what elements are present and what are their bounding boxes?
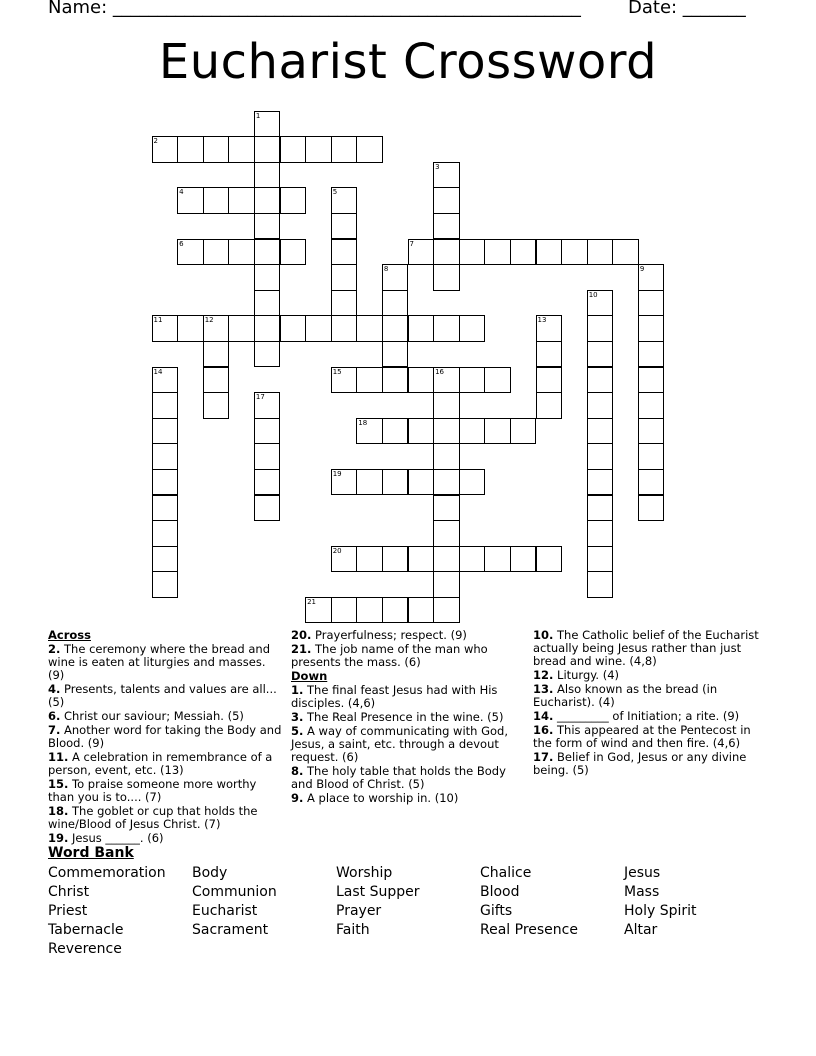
word-bank-word: Sacrament <box>192 922 269 938</box>
grid-cell[interactable] <box>280 187 307 214</box>
page-title: Eucharist Crossword <box>158 34 658 90</box>
grid-cell[interactable] <box>254 264 281 291</box>
grid-cell[interactable] <box>254 469 281 496</box>
clue-number: 15 <box>332 367 342 376</box>
clues-column-3 <box>533 629 769 778</box>
grid-cell[interactable] <box>587 315 614 342</box>
clue-number: 2 <box>153 137 158 146</box>
grid-cell[interactable] <box>638 418 665 445</box>
grid-cell[interactable] <box>254 443 281 470</box>
grid-cell[interactable] <box>433 315 460 342</box>
grid-cell[interactable] <box>484 367 511 394</box>
grid-cell[interactable] <box>587 443 614 470</box>
grid-cell[interactable] <box>382 315 409 342</box>
word-bank-word: Holy Spirit <box>624 903 697 919</box>
word-bank-word: Reverence <box>48 941 122 957</box>
clue-number: 1 <box>255 111 261 120</box>
clue-number: 3 <box>435 162 440 171</box>
grid-cell[interactable] <box>587 495 614 522</box>
clue-number: 14 <box>153 367 163 376</box>
word-bank-word: Body <box>192 865 228 881</box>
grid-cell[interactable] <box>331 290 358 317</box>
clue-across-15: 15. To praise someone more worthy than you is to.... (7) <box>48 777 257 804</box>
grid-cell[interactable] <box>177 136 204 163</box>
word-bank-word: Chalice <box>480 865 532 881</box>
grid-cell[interactable] <box>331 213 358 240</box>
grid-cell[interactable] <box>638 495 665 522</box>
grid-cell[interactable] <box>433 571 460 598</box>
clue-down-14: 14. _________ of Initiation; a rite. (9) <box>533 709 740 723</box>
word-bank-word: Real Presence <box>480 922 578 938</box>
grid-cell[interactable] <box>484 546 511 573</box>
grid-cell[interactable] <box>228 187 255 214</box>
clue-number: 7 <box>409 239 414 248</box>
grid-cell[interactable] <box>433 392 460 419</box>
grid-cell[interactable] <box>433 597 460 624</box>
grid-cell[interactable] <box>587 367 614 394</box>
grid-cell[interactable] <box>408 546 435 573</box>
clue-down-1: 1. The final feast Jesus had with His disciples. (4,6) <box>291 683 498 710</box>
grid-cell[interactable] <box>280 239 307 266</box>
grid-cell[interactable] <box>152 392 179 419</box>
grid-cell[interactable] <box>152 443 179 470</box>
grid-cell[interactable] <box>382 469 409 496</box>
clue-down-5: 5. A way of communicating with God, Jesus, a saint, etc. through a devout request. (6) <box>291 724 509 764</box>
clues-column-1 <box>48 629 284 846</box>
grid-cell[interactable] <box>356 546 383 573</box>
grid-cell[interactable] <box>203 187 230 214</box>
grid-cell[interactable] <box>561 239 588 266</box>
word-bank-word: Faith <box>336 922 370 938</box>
clue-number: 16 <box>435 367 445 376</box>
grid-cell[interactable] <box>152 546 179 573</box>
grid-cell[interactable] <box>638 290 665 317</box>
clue-down-10: 10. The Catholic belief of the Eucharist actually being Jesus rather than just bread and wine. (4,8) <box>533 628 759 668</box>
grid-cell[interactable] <box>203 341 230 368</box>
grid-cell[interactable] <box>382 367 409 394</box>
grid-cell[interactable] <box>484 239 511 266</box>
word-bank-word: Gifts <box>480 903 513 919</box>
word-bank-word: Communion <box>192 884 277 900</box>
grid-cell[interactable] <box>331 597 358 624</box>
grid-cell[interactable] <box>331 264 358 291</box>
word-bank-word: Blood <box>480 884 520 900</box>
grid-cell[interactable] <box>203 239 230 266</box>
grid-cell[interactable] <box>587 418 614 445</box>
grid-cell[interactable] <box>203 392 230 419</box>
grid-cell[interactable] <box>254 162 281 189</box>
grid-cell[interactable] <box>459 546 486 573</box>
grid-cell[interactable] <box>638 315 665 342</box>
grid-cell[interactable] <box>152 495 179 522</box>
clue-number: 10 <box>588 290 598 299</box>
grid-cell[interactable] <box>356 136 383 163</box>
grid-cell[interactable] <box>638 392 665 419</box>
grid-cell[interactable] <box>228 136 255 163</box>
grid-cell[interactable] <box>612 239 639 266</box>
grid-cell[interactable] <box>433 213 460 240</box>
grid-cell[interactable] <box>587 546 614 573</box>
clues-column-2 <box>291 629 515 806</box>
grid-cell[interactable] <box>254 315 281 342</box>
grid-cell[interactable] <box>228 315 255 342</box>
word-bank-word: Priest <box>48 903 88 919</box>
grid-cell[interactable] <box>280 315 307 342</box>
grid-cell[interactable] <box>254 290 281 317</box>
grid-cell[interactable] <box>408 418 435 445</box>
grid-cell[interactable] <box>510 239 537 266</box>
grid-cell[interactable] <box>638 367 665 394</box>
word-bank-word: Prayer <box>336 903 382 919</box>
word-bank-word: Altar <box>624 922 658 938</box>
across-heading: Across <box>48 628 91 642</box>
grid-cell[interactable] <box>408 597 435 624</box>
word-bank-word: Worship <box>336 865 393 881</box>
word-bank-column-5 <box>624 864 697 940</box>
grid-cell[interactable] <box>152 520 179 547</box>
clue-across-18: 18. The goblet or cup that holds the wine/Blood of Jesus Christ. (7) <box>48 804 258 831</box>
clue-number: 18 <box>358 418 368 427</box>
grid-cell[interactable] <box>433 239 460 266</box>
grid-cell[interactable] <box>408 367 435 394</box>
clue-across-21: 21. The job name of the man who presents the mass. (6) <box>291 642 488 669</box>
clue-number: 21 <box>307 597 317 606</box>
down-heading: Down <box>291 669 328 683</box>
clue-down-16: 16. This appeared at the Pentecost in the form of wind and then fire. (4,6) <box>533 723 751 750</box>
grid-cell[interactable] <box>433 495 460 522</box>
grid-cell[interactable] <box>510 546 537 573</box>
grid-cell[interactable] <box>433 418 460 445</box>
grid-cell[interactable] <box>356 469 383 496</box>
grid-cell[interactable] <box>254 213 281 240</box>
grid-cell[interactable] <box>459 418 486 445</box>
clue-number: 17 <box>255 393 265 402</box>
word-bank-word: Jesus <box>624 865 661 881</box>
grid-cell[interactable] <box>254 136 281 163</box>
clue-across-4: 4. Presents, talents and values are all... (5) <box>48 682 277 709</box>
grid-cell[interactable] <box>433 546 460 573</box>
clue-number: 11 <box>153 316 163 325</box>
word-bank-column-4 <box>480 864 578 940</box>
grid-cell[interactable] <box>177 315 204 342</box>
grid-cell[interactable] <box>382 597 409 624</box>
grid-cell[interactable] <box>484 418 511 445</box>
grid-cell[interactable] <box>433 264 460 291</box>
date-line: Date: _______ <box>628 0 746 18</box>
clue-down-13: 13. Also known as the bread (in Eucharist). (4) <box>533 682 718 709</box>
grid-cell[interactable] <box>305 136 332 163</box>
word-bank-column-3 <box>336 864 420 940</box>
name-line: Name: ____________________________________________________ <box>48 0 581 18</box>
clue-down-17: 17. Belief in God, Jesus or any divine being. (5) <box>533 750 747 777</box>
grid-cell[interactable] <box>638 469 665 496</box>
clue-down-3: 3. The Real Presence in the wine. (5) <box>291 710 504 724</box>
grid-cell[interactable] <box>587 520 614 547</box>
grid-cell[interactable] <box>203 136 230 163</box>
clue-down-9: 9. A place to worship in. (10) <box>291 791 459 805</box>
clue-number: 12 <box>204 316 214 325</box>
grid-cell[interactable] <box>536 546 563 573</box>
grid-cell[interactable] <box>638 341 665 368</box>
grid-cell[interactable] <box>587 341 614 368</box>
grid-cell[interactable] <box>408 469 435 496</box>
grid-cell[interactable] <box>408 315 435 342</box>
grid-cell[interactable] <box>536 367 563 394</box>
grid-cell[interactable] <box>228 239 255 266</box>
grid-cell[interactable] <box>587 469 614 496</box>
grid-cell[interactable] <box>510 418 537 445</box>
clue-down-12: 12. Liturgy. (4) <box>533 668 620 682</box>
grid-cell[interactable] <box>152 571 179 598</box>
grid-cell[interactable] <box>382 546 409 573</box>
grid-cell[interactable] <box>254 341 281 368</box>
grid-cell[interactable] <box>356 315 383 342</box>
grid-cell[interactable] <box>254 187 281 214</box>
clue-number: 20 <box>332 546 342 555</box>
clue-number: 9 <box>639 265 645 274</box>
grid-cell[interactable] <box>536 392 563 419</box>
grid-cell[interactable] <box>331 239 358 266</box>
word-bank-word: Tabernacle <box>48 922 124 938</box>
grid-cell[interactable] <box>305 315 332 342</box>
grid-cell[interactable] <box>382 341 409 368</box>
word-bank-word: Mass <box>624 884 660 900</box>
clue-number: 13 <box>537 316 547 325</box>
grid-cell[interactable] <box>331 315 358 342</box>
grid-cell[interactable] <box>254 495 281 522</box>
clue-number: 5 <box>332 188 338 197</box>
grid-cell[interactable] <box>254 418 281 445</box>
grid-cell[interactable] <box>382 290 409 317</box>
word-bank-column-2 <box>192 864 277 940</box>
grid-cell[interactable] <box>152 469 179 496</box>
grid-cell[interactable] <box>331 136 358 163</box>
grid-cell[interactable] <box>356 367 383 394</box>
clue-across-19: 19. Jesus ______. (6) <box>48 831 164 845</box>
grid-cell[interactable] <box>459 367 486 394</box>
grid-cell[interactable] <box>356 597 383 624</box>
grid-cell[interactable] <box>433 520 460 547</box>
clue-across-6: 6. Christ our saviour; Messiah. (5) <box>48 709 244 723</box>
grid-cell[interactable] <box>382 418 409 445</box>
grid-cell[interactable] <box>280 136 307 163</box>
grid-cell[interactable] <box>587 571 614 598</box>
clue-number: 19 <box>332 469 342 478</box>
grid-cell[interactable] <box>433 187 460 214</box>
word-bank-word: Eucharist <box>192 903 258 919</box>
grid-cell[interactable] <box>203 367 230 394</box>
word-bank-word: Christ <box>48 884 90 900</box>
clue-number: 4 <box>179 188 184 197</box>
clue-down-8: 8. The holy table that holds the Body and Blood of Christ. (5) <box>291 764 506 791</box>
word-bank-title: Word Bank <box>48 845 134 861</box>
word-bank-word: Last Supper <box>336 884 420 900</box>
grid-cell[interactable] <box>459 469 486 496</box>
clue-number: 6 <box>179 239 184 248</box>
grid-cell[interactable] <box>433 469 460 496</box>
word-bank-word: Commemoration <box>48 865 166 881</box>
grid-cell[interactable] <box>638 443 665 470</box>
clue-across-11: 11. A celebration in remembrance of a person, event, etc. (13) <box>48 750 273 777</box>
clue-across-7: 7. Another word for taking the Body and Blood. (9) <box>48 723 282 750</box>
grid-cell[interactable] <box>254 239 281 266</box>
grid-cell[interactable] <box>152 418 179 445</box>
clue-across-2: 2. The ceremony where the bread and wine is eaten at liturgies and masses. (9) <box>48 642 271 682</box>
grid-cell[interactable] <box>587 392 614 419</box>
grid-cell[interactable] <box>587 239 614 266</box>
grid-cell[interactable] <box>433 443 460 470</box>
grid-cell[interactable] <box>459 315 486 342</box>
word-bank-column-1 <box>48 864 166 959</box>
grid-cell[interactable] <box>459 239 486 266</box>
clue-across-20: 20. Prayerfulness; respect. (9) <box>291 628 467 642</box>
grid-cell[interactable] <box>536 239 563 266</box>
clue-number: 8 <box>383 265 389 274</box>
grid-cell[interactable] <box>536 341 563 368</box>
